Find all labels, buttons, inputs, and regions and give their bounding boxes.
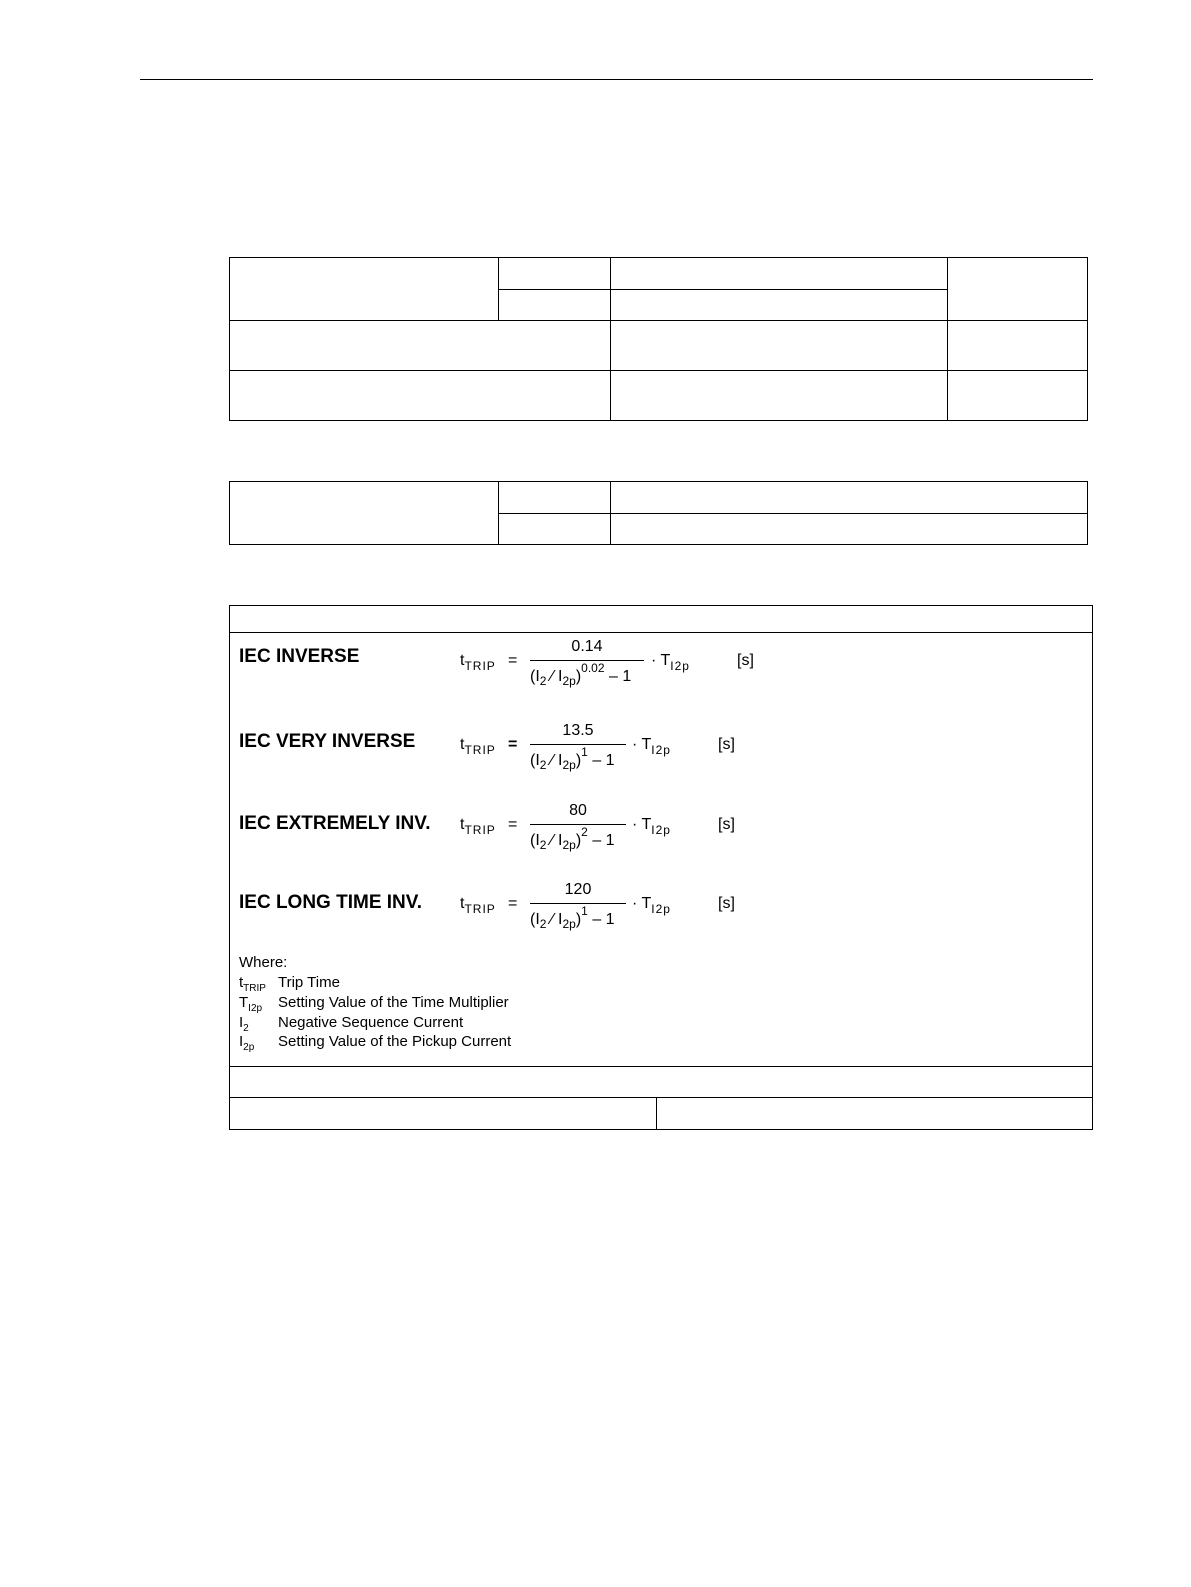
table-cell bbox=[499, 258, 611, 290]
table-cell bbox=[230, 482, 499, 545]
time-multiplier: · $T_{I2p}$ bbox=[632, 736, 671, 757]
table-cell bbox=[230, 258, 499, 321]
equals-sign: = bbox=[508, 895, 518, 912]
table-divider bbox=[230, 632, 1092, 633]
curve-name: IEC VERY INVERSE bbox=[239, 731, 416, 752]
trip-time-formula bbox=[460, 881, 790, 941]
where-label: Where: bbox=[239, 954, 288, 971]
table-cell bbox=[611, 482, 1088, 514]
table-cell bbox=[948, 321, 1088, 371]
formula-denominator: ($I_2$ ⁄ $I_{2p})^2 - 1$ bbox=[530, 825, 615, 852]
settings-table-1 bbox=[229, 257, 1088, 421]
table-cell bbox=[611, 290, 948, 321]
legend-text: Trip Time bbox=[278, 974, 340, 991]
formula-denominator: ($I_2$ ⁄ $I_{2p})^1 - 1$ bbox=[530, 904, 615, 931]
unit-seconds: [s] bbox=[718, 816, 735, 833]
settings-table-2 bbox=[229, 481, 1088, 545]
table-cell bbox=[611, 371, 948, 421]
formula-denominator: ($I_2$ ⁄ $I_{2p})^{0.02} - 1$ bbox=[530, 661, 632, 688]
table-cell bbox=[499, 482, 611, 514]
legend-text: Negative Sequence Current bbox=[278, 1014, 464, 1031]
table-cell bbox=[611, 258, 948, 290]
trip-time-formula bbox=[460, 638, 790, 698]
curve-name: IEC INVERSE bbox=[239, 646, 360, 667]
unit-seconds: [s] bbox=[737, 652, 754, 669]
table-cell bbox=[230, 321, 611, 371]
table-divider bbox=[230, 1097, 1092, 1098]
formula-lhs: $t_{TRIP}$ bbox=[460, 736, 496, 757]
equals-sign: = bbox=[508, 736, 518, 753]
table-cell bbox=[499, 290, 611, 321]
header-rule bbox=[140, 79, 1093, 80]
fraction-bar bbox=[530, 824, 626, 825]
table-cell bbox=[230, 371, 611, 421]
table-cell bbox=[948, 258, 1088, 321]
fraction-bar bbox=[530, 903, 626, 904]
trip-time-formula bbox=[460, 722, 790, 782]
legend-symbol: $I_2$ bbox=[239, 1014, 249, 1034]
table-divider bbox=[230, 1066, 1092, 1067]
formula-lhs: $t_{TRIP}$ bbox=[460, 652, 496, 673]
formula-numerator: 13.5 bbox=[562, 722, 594, 739]
formula-numerator: 0.14 bbox=[571, 638, 603, 655]
formula-lhs: $t_{TRIP}$ bbox=[460, 816, 496, 837]
time-multiplier: · $T_{I2p}$ bbox=[632, 895, 671, 916]
legend-text: Setting Value of the Pickup Current bbox=[278, 1033, 512, 1050]
legend-symbol: $t_{TRIP}$ bbox=[239, 974, 266, 994]
legend-item bbox=[239, 1033, 512, 1053]
formula-lhs: $t_{TRIP}$ bbox=[460, 895, 496, 916]
formula-numerator: 80 bbox=[569, 802, 587, 819]
trip-time-formula bbox=[460, 802, 790, 862]
curve-name: IEC LONG TIME INV. bbox=[239, 892, 422, 913]
curve-name: IEC EXTREMELY INV. bbox=[239, 813, 431, 834]
table-cell bbox=[499, 514, 611, 545]
legend-text: Setting Value of the Time Multiplier bbox=[278, 994, 509, 1011]
legend-item bbox=[239, 1014, 464, 1034]
table-cell bbox=[611, 321, 948, 371]
unit-seconds: [s] bbox=[718, 736, 735, 753]
equals-sign: = bbox=[508, 652, 518, 669]
formula-numerator: 120 bbox=[564, 881, 592, 898]
table-cell bbox=[611, 514, 1088, 545]
legend-symbol: $T_{I2p}$ bbox=[239, 994, 263, 1014]
legend-symbol: $I_{2p}$ bbox=[239, 1033, 255, 1053]
legend-item bbox=[239, 974, 340, 994]
formula-denominator: ($I_2$ ⁄ $I_{2p})^1 - 1$ bbox=[530, 745, 615, 772]
table-cell bbox=[948, 371, 1088, 421]
unit-seconds: [s] bbox=[718, 895, 735, 912]
time-multiplier: · $T_{I2p}$ bbox=[632, 816, 671, 837]
fraction-bar bbox=[530, 744, 626, 745]
curve-formula-table bbox=[229, 605, 1093, 1130]
legend-item bbox=[239, 994, 509, 1014]
table-divider bbox=[656, 1097, 657, 1129]
time-multiplier: · $T_{I2p}$ bbox=[651, 652, 690, 673]
equals-sign: = bbox=[508, 816, 518, 833]
